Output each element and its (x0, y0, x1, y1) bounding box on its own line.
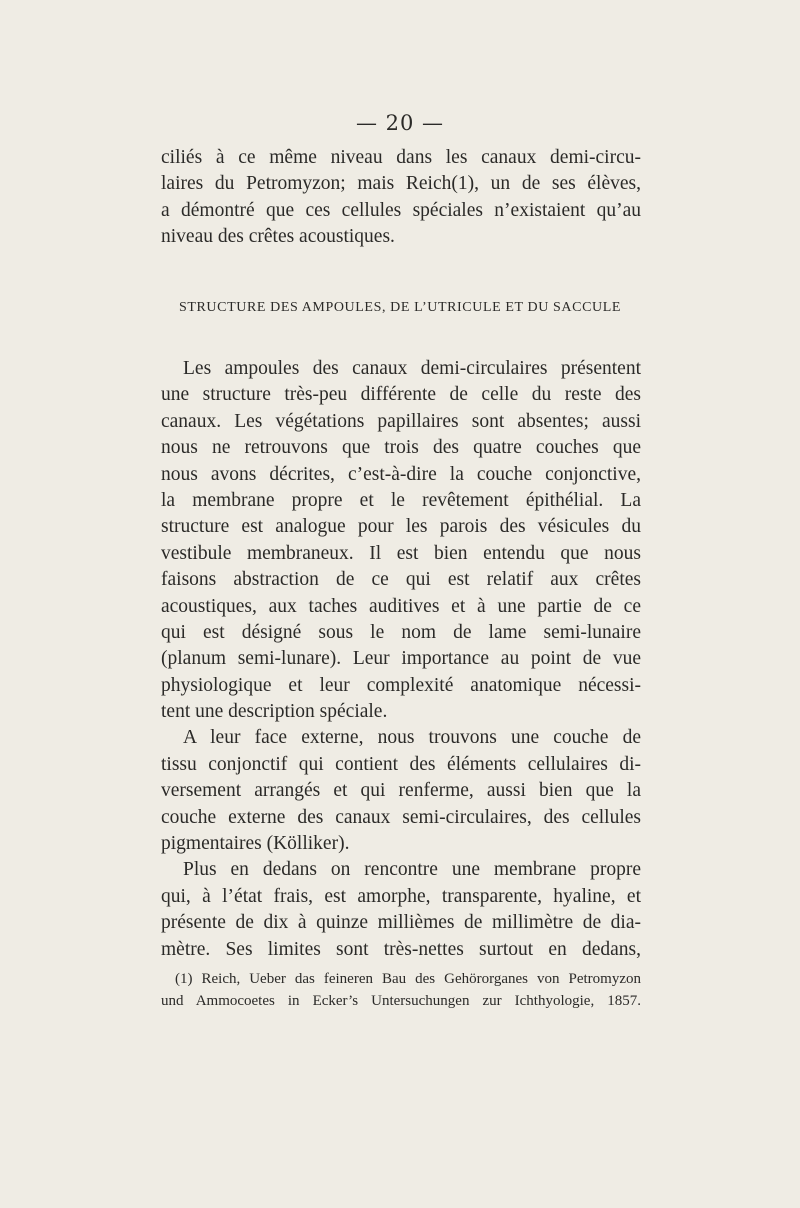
text-line: a démontré que ces cellules spéciales n’existaient qu’au (161, 199, 641, 221)
text-line: faisons abstraction de ce qui est relatif aux crêtes (161, 569, 641, 591)
text-line: niveau des crêtes acoustiques. (161, 226, 395, 248)
intro-paragraph (161, 145, 641, 251)
text-line: nous ne retrouvons que trois des quatre couches que (161, 437, 641, 459)
text-line: Plus en dedans on rencontre une membrane propre (183, 859, 641, 881)
text-line: qui est désigné sous le nom de lame semi-lunaire (161, 621, 641, 643)
text-line: canaux. Les végétations papillaires sont absentes; aussi (161, 410, 641, 432)
text-line: une structure très-peu différente de celle du reste des (161, 384, 641, 406)
section-title: STRUCTURE DES AMPOULES, DE L’UTRICULE ET DU SACCULE (178, 300, 622, 315)
text-line: présente de dix à quinze millièmes de millimètre de dia- (161, 912, 641, 934)
text-line: versement arrangés et qui renferme, aussi bien que la (161, 780, 641, 802)
footnote-line: (1) Reich, Ueber das feineren Bau des Gehörorganes von Petromyzon (175, 971, 641, 987)
footnote (161, 968, 641, 1012)
text-line: couche externe des canaux semi-circulaires, des cellules (161, 806, 641, 828)
text-line: laires du Petromyzon; mais Reich(1), un de ses élèves, (161, 173, 641, 195)
text-line: nous avons décrites, c’est-à-dire la couche conjonctive, (161, 463, 641, 485)
text-line: pigmentaires (Kölliker). (161, 833, 350, 855)
text-line: vestibule membraneux. Il est bien entendu que nous (161, 542, 641, 564)
footnote-line: und Ammocoetes in Ecker’s Untersuchungen zur Ichthyologie, 1857. (161, 993, 641, 1009)
text-line: (planum semi-lunare). Leur importance au point de vue (161, 648, 641, 670)
body-text (161, 356, 641, 963)
text-line: structure est analogue pour les parois des vésicules du (161, 516, 641, 538)
text-line: mètre. Ses limites sont très-nettes surtout en dedans, (161, 938, 641, 960)
text-line: acoustiques, aux taches auditives et à une partie de ce (161, 595, 641, 617)
page-number: — 20 — (355, 111, 445, 135)
text-line: physiologique et leur complexité anatomique nécessi- (161, 674, 641, 696)
text-line: qui, à l’état frais, est amorphe, transparente, hyaline, et (161, 885, 641, 907)
text-line: tent une description spéciale. (161, 701, 388, 723)
text-line: A leur face externe, nous trouvons une couche de (183, 727, 641, 749)
text-line: la membrane propre et le revêtement épithélial. La (161, 489, 641, 511)
text-line: Les ampoules des canaux demi-circulaires présentent (183, 358, 641, 379)
text-line: tissu conjonctif qui contient des éléments cellulaires di- (161, 753, 641, 775)
text-line: ciliés à ce même niveau dans les canaux demi-circu- (161, 147, 641, 168)
